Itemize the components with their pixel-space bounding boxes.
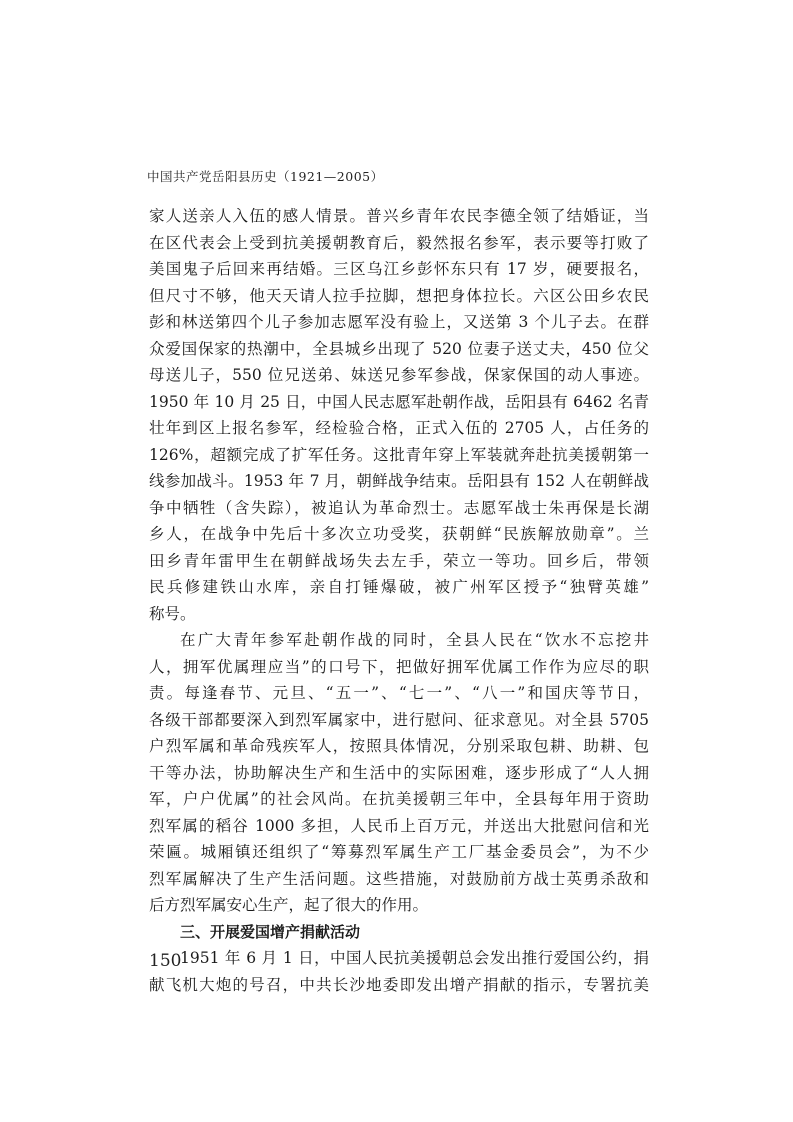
text-line: 争中牺牲（含失踪），被追认为革命烈士。志愿军战士朱再保是长湖 <box>149 498 649 517</box>
text-line: 户烈军属和革命残疾军人，按照具体情况，分别采取包耕、助耕、包 <box>149 737 649 755</box>
text-line: 各级干部都要深入到烈军属家中，进行慰问、征求意见。对全县 5705 <box>149 710 649 729</box>
text-line: 后方烈军属安心生产，起了很大的作用。 <box>149 896 429 914</box>
text-line: 责。每逢春节、元旦、“五一”、“七一”、“八一”和国庆等节日， <box>149 684 649 702</box>
text-line: 家人送亲人入伍的感人情景。普兴乡青年农民李德全领了结婚证，当 <box>149 207 649 225</box>
text-line: 民兵修建铁山水库，亲自打锤爆破，被广州军区授予“独臂英雄” <box>149 578 649 596</box>
text-line: 献飞机大炮的号召，中共长沙地委即发出增产捐献的指示，专署抗美 <box>149 975 649 994</box>
text-line: 在区代表会上受到抗美援朝教育后，毅然报名参军，表示要等打败了 <box>149 233 649 252</box>
page-number: 150 <box>149 951 182 971</box>
text-line: 荣匾。城厢镇还组织了“筹募烈军属生产工厂基金委员会”，为不少 <box>149 843 649 861</box>
section-heading: 三、开展爱国增产捐献活动 <box>180 922 361 941</box>
text-line: 1951 年 6 月 1 日，中国人民抗美援朝总会发出推行爱国公约，捐 <box>180 949 649 967</box>
text-line: 1950 年 10 月 25 日，中国人民志愿军赴朝作战，岳阳县有 6462 名青 <box>149 392 649 411</box>
text-line: 称号。 <box>149 604 196 623</box>
text-line: 乡人，在战争中先后十多次立功受奖，获朝鲜“民族解放勋章”。兰 <box>149 525 649 543</box>
text-line: 但尺寸不够，他天天请人拉手拉脚，想把身体拉长。六区公田乡农民 <box>149 286 649 305</box>
text-line: 母送儿子，550 位兄送弟、妹送兄参军参战，保家保国的动人事迹。 <box>149 366 649 384</box>
text-line: 在广大青年参军赴朝作战的同时，全县人民在“饮水不忘挖井 <box>180 631 649 649</box>
text-line: 线参加战斗。1953 年 7 月，朝鲜战争结束。岳阳县有 152 人在朝鲜战 <box>149 472 649 490</box>
body-text <box>149 203 649 998</box>
text-line: 美国鬼子后回来再结婚。三区乌江乡彭怀东只有 17 岁，硬要报名， <box>149 260 649 278</box>
text-line: 壮年到区上报名参军，经检验合格，正式入伍的 2705 人，占任务的 <box>149 419 649 437</box>
text-line: 田乡青年雷甲生在朝鲜战场失去左手，荣立一等功。回乡后，带领 <box>149 551 649 570</box>
text-line: 干等办法，协助解决生产和生活中的实际困难，逐步形成了“人人拥 <box>149 763 649 782</box>
text-line: 彭和林送第四个儿子参加志愿军没有验上，又送第 3 个儿子去。在群 <box>149 313 649 331</box>
text-line: 烈军属的稻谷 1000 多担，人民币上百万元，并送出大批慰问信和光 <box>149 816 649 835</box>
running-head: 中国共产党岳阳县历史（1921—2005） <box>147 169 384 184</box>
text-line: 烈军属解决了生产生活问题。这些措施，对鼓励前方战士英勇杀敌和 <box>149 869 649 888</box>
text-line: 126%，超额完成了扩军任务。这批青年穿上军装就奔赴抗美援朝第一 <box>149 445 649 464</box>
text-line: 人，拥军优属理应当”的口号下，把做好拥军优属工作作为应尽的职 <box>149 657 649 676</box>
text-line: 军，户户优属”的社会风尚。在抗美援朝三年中，全县每年用于资助 <box>149 790 649 808</box>
text-line: 众爱国保家的热潮中，全县城乡出现了 520 位妻子送丈夫，450 位父 <box>149 339 649 358</box>
